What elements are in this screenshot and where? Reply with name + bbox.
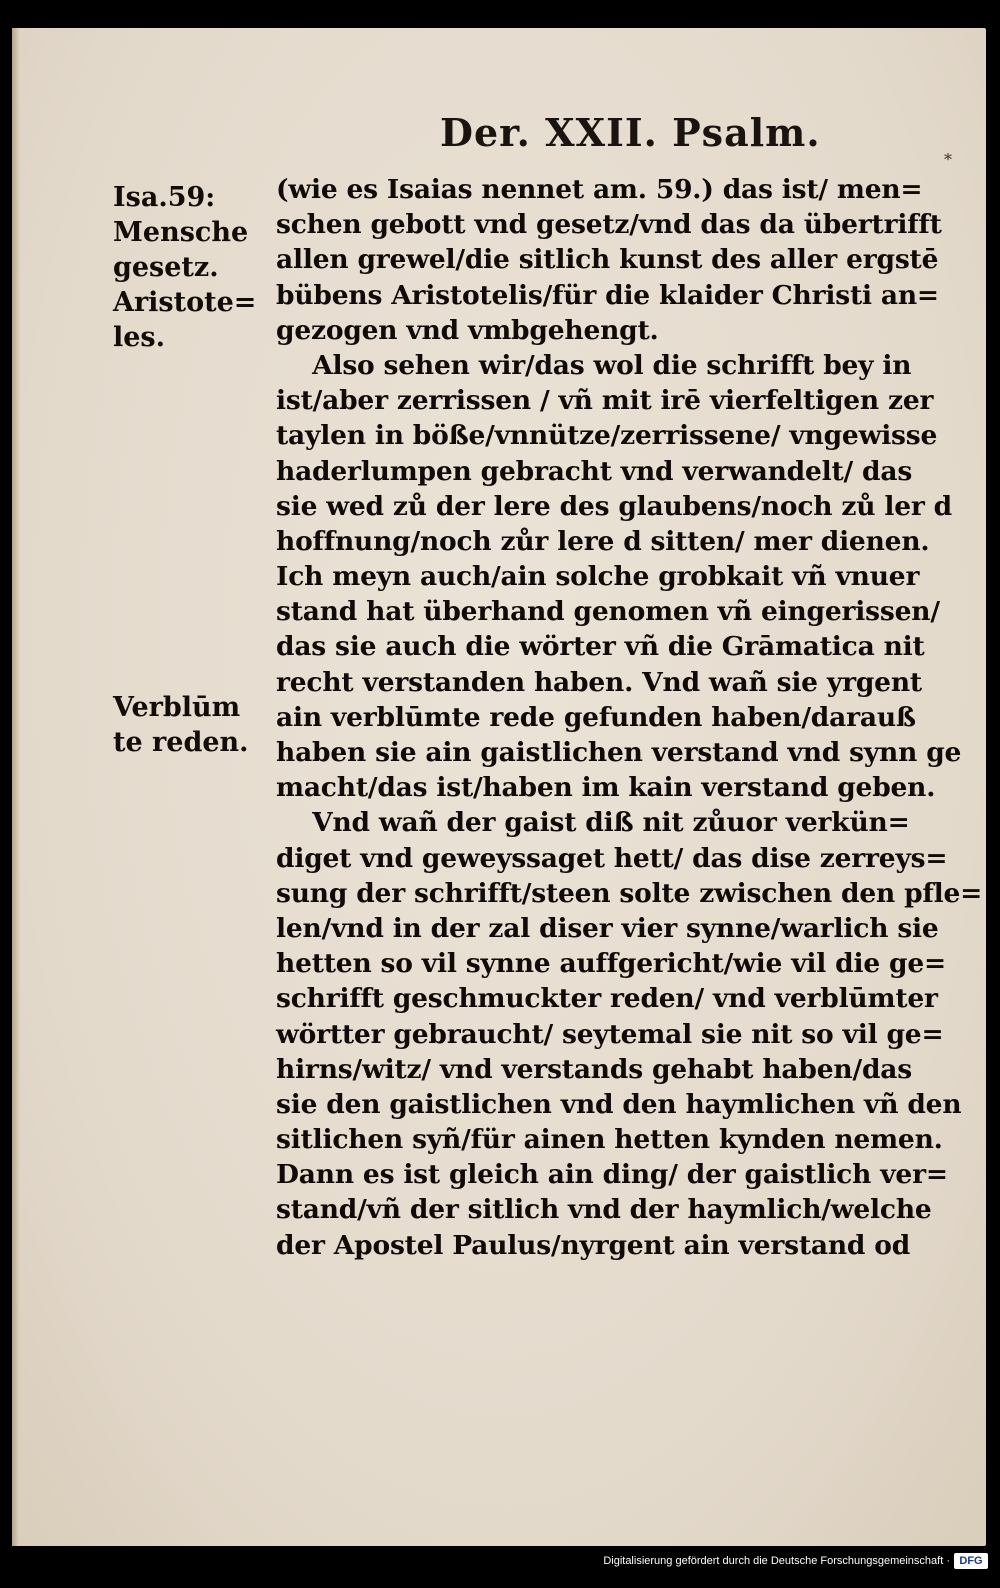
text-line: haben sie ain gaistlichen verstand vnd synn ge <box>276 737 962 768</box>
text-line: der Apostel Paulus/nyrgent ain verstand od <box>276 1229 911 1261</box>
text-line: Ich meyn auch/ain solche grobkait vñ vnuer <box>276 561 920 593</box>
text-line: bübens Aristotelis/für die klaider Christi an= <box>276 279 939 311</box>
dfg-logo: DFG <box>954 1553 988 1569</box>
text-line: gezogen vnd vmbgehengt. <box>276 314 659 346</box>
text-line: hoffnung/noch zůr lere d sitten/ mer dienen. <box>276 525 930 557</box>
text-line: sie den gaistlichen vnd den haymlichen vñ den <box>276 1088 962 1120</box>
text-line: recht verstanden haben. Vnd wañ sie yrgent <box>276 666 922 698</box>
text-line: sie wed zů der lere des glaubens/noch zů ler d <box>276 490 952 522</box>
text-line: stand/vñ der sitlich vnd der haymlich/welche <box>276 1194 932 1226</box>
running-head: Der. XXII. Psalm. <box>440 110 821 155</box>
page-mark: * <box>944 150 952 169</box>
text-line: diget vnd geweyssaget hett/ das dise zerreys= <box>276 842 948 874</box>
text-line: taylen in böße/vnnütze/zerrissene/ vngewisse <box>276 420 938 452</box>
text-line: allen grewel/die sitlich kunst des aller ergstē <box>276 244 939 276</box>
text-line: Dann es ist gleich ain ding/ der gaistlich ver= <box>276 1159 948 1191</box>
text-line: len/vnd in der zal diser vier synne/warlich sie <box>276 912 939 944</box>
text-line: hetten so vil synne auffgericht/wie vil die ge= <box>276 948 947 980</box>
text-line: stand hat überhand genomen vñ eingerissen/ <box>276 596 940 628</box>
margin-note-1: Isa.59: Mensche gesetz. Aristote= les. <box>113 182 257 353</box>
text-line: wörtter gebraucht/ seytemal sie nit so vil ge= <box>276 1018 944 1050</box>
margin-note-2: Verblūm te reden. <box>113 692 249 758</box>
text-line: haderlumpen gebracht vnd verwandelt/ das <box>276 455 913 487</box>
text-line: sitlichen syñ/für ainen hetten kynden nemen. <box>276 1124 943 1156</box>
text-line: schrifft geschmuckter reden/ vnd verblūmter <box>276 983 938 1015</box>
text-line: ain verblūmte rede gefunden haben/darauß <box>276 701 916 733</box>
text-line: das sie auch die wörter vñ die Grāmatica nit <box>276 631 925 663</box>
text-line: macht/das ist/haben im kain verstand geben. <box>276 772 936 804</box>
digitization-credit: Digitalisierung gefördert durch die Deutsche Forschungsgemeinschaft · <box>603 1555 950 1567</box>
text-line: ist/aber zerrissen / vñ mit irē vierfeltigen zer <box>276 385 934 417</box>
body-text-block <box>276 172 983 1263</box>
text-line: hirns/witz/ vnd verstands gehabt haben/das <box>276 1053 912 1085</box>
page-edge <box>12 28 20 1546</box>
text-line: sung der schrifft/steen solte zwischen den pfle= <box>276 877 983 909</box>
text-line: Also sehen wir/das wol die schrifft bey in <box>276 349 912 381</box>
footer-bar <box>0 1548 1000 1588</box>
text-line: schen gebott vnd gesetz/vnd das da übertrifft <box>276 209 942 241</box>
text-line: (wie es Isaias nennet am. 59.) das ist/ men= <box>276 174 923 205</box>
text-line: Vnd wañ der gaist diß nit zůuor verkün= <box>276 807 910 839</box>
